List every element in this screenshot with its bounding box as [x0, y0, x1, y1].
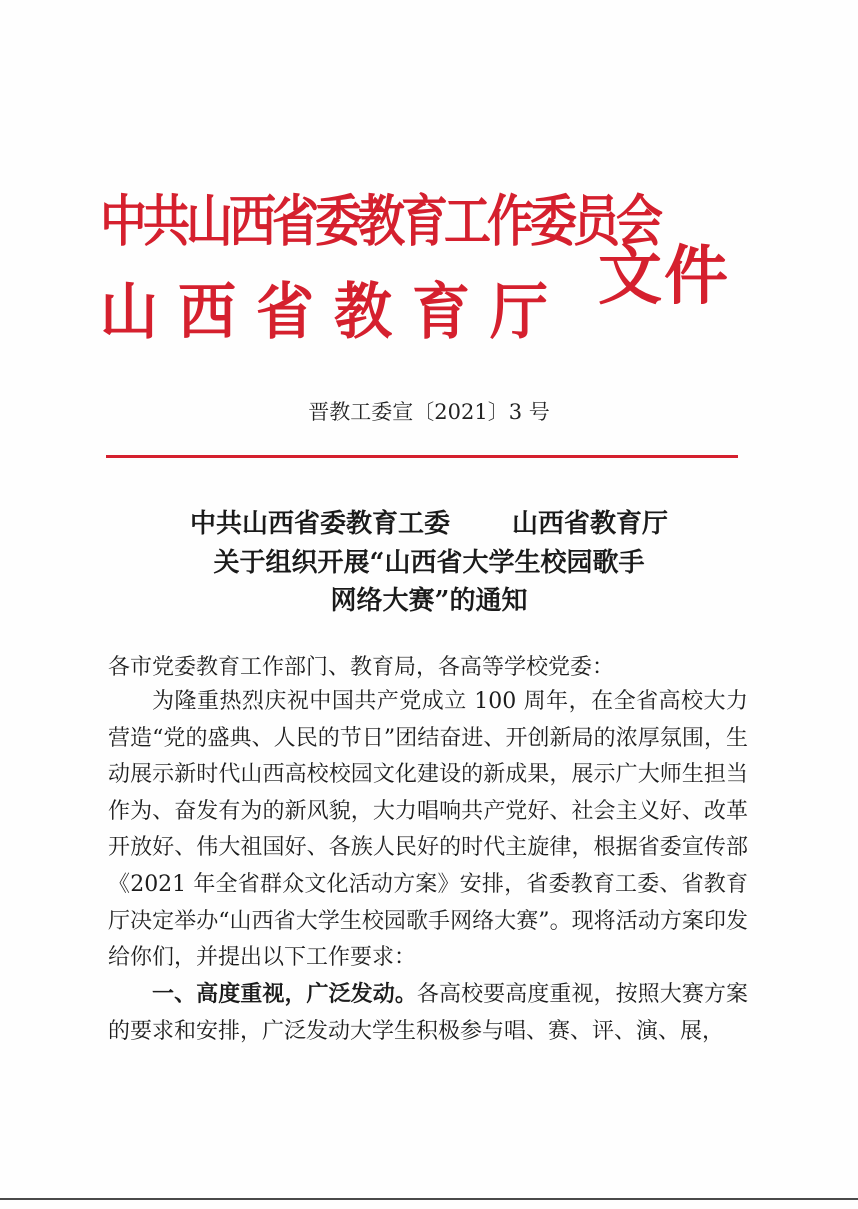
addressee-line: 各市党委教育工作部门、教育局，各高等学校党委：: [108, 655, 615, 680]
document-number: 晋教工委宣〔2021〕3 号: [308, 400, 550, 424]
document-title-line-2: 关于组织开展“山西省大学生校园歌手: [213, 548, 645, 578]
red-divider-line: [106, 455, 738, 458]
title-issuer-right: 山西省教育厅: [512, 509, 669, 539]
title-issuer-left: 中共山西省委教育工委: [189, 509, 450, 539]
issuer-name-education-department: 山西省教育厅: [100, 275, 569, 348]
document-title-line-1: [0, 503, 858, 540]
page-bottom-edge: [0, 1198, 858, 1200]
requirement-text: 各高校要高度重视，按照大赛方案的要求和安排，广泛发动大学生积极参与唱、赛、评、演、展，: [108, 982, 748, 1044]
document-title-line-3: 网络大赛”的通知: [330, 586, 528, 616]
document-type-label: 文件: [598, 240, 730, 314]
requirement-heading: 一、高度重视，广泛发动。: [152, 981, 417, 1007]
issuer-name-party-committee: 中共山西省委教育工作委员会: [100, 189, 659, 255]
body-paragraph-2: [108, 976, 748, 1050]
body-paragraph-1: 为隆重热烈庆祝中国共产党成立 100 周年，在全省高校大力营造“党的盛典、人民的节日”团结奋进、开创新局的浓厚氛围，生动展示新时代山西高校校园文化建设的新成果，展示广大师生担当作为、奋发有为的新风貌，大力唱响共产党好、社会主义好、改革开放好、伟大祖国好、各族人民好的时代主旋律，根据省委宣传部《2021 年全省群众文化活动方案》安排，省委教育工委、省教育厅决定举办“山西省大学生校园歌手网络大赛”。现将活动方案印发给你们，并提出以下工作要求：: [108, 689, 748, 971]
